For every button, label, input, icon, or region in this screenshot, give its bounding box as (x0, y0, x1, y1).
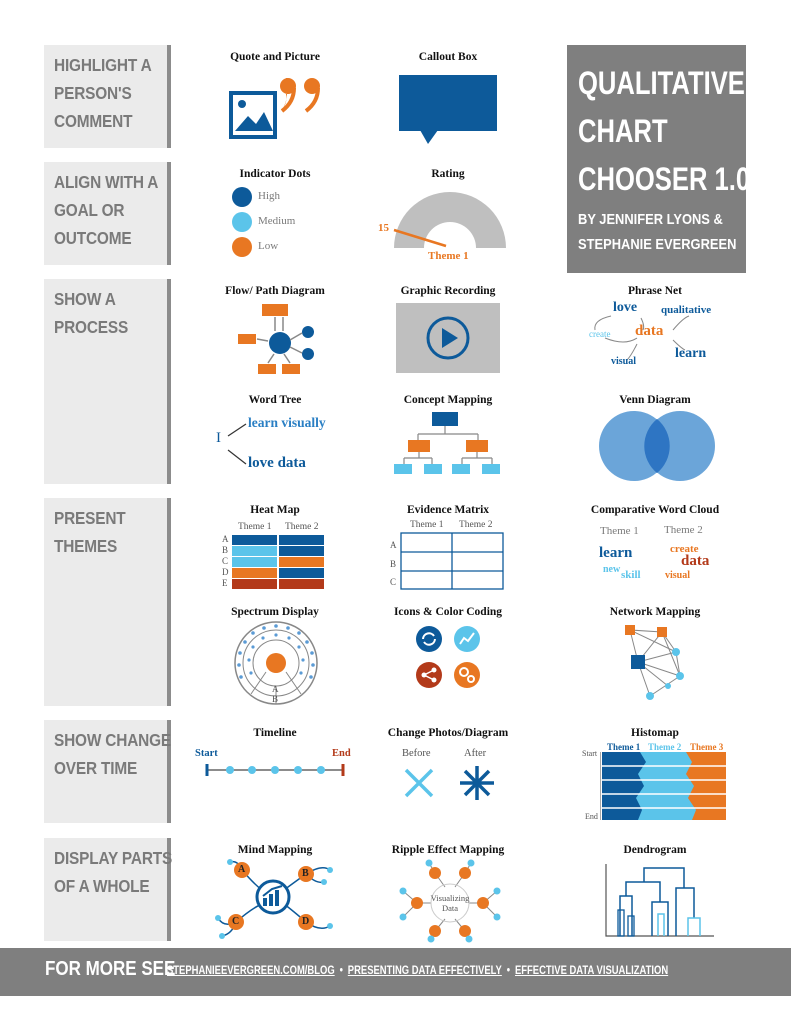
category-line: PRESENT (54, 508, 126, 528)
chart-label-venn: Venn Diagram (619, 394, 691, 406)
chart-label-timeline: Timeline (253, 727, 297, 739)
category-line: OUTCOME (54, 228, 132, 248)
mind-label-d: D (302, 916, 310, 927)
indicator-low-label: Low (258, 240, 279, 252)
chart-label-quote-picture: Quote and Picture (230, 51, 320, 63)
word-cloud-new: new (603, 564, 621, 575)
dendrogram-icon (604, 862, 716, 938)
author-line: BY JENNIFER LYONS & (578, 211, 723, 228)
evidence-col1: Theme 1 (410, 520, 444, 530)
evidence-row-b: B (390, 559, 397, 569)
chart-label-spectrum-display: Spectrum Display (231, 606, 319, 618)
heat-map-col2: Theme 2 (285, 522, 319, 532)
chart-label-icons-color: Icons & Color Coding (393, 606, 503, 618)
category-line: GOAL OR (54, 200, 125, 220)
footer-lead: FOR MORE SEE (45, 958, 176, 980)
phrase-learn: learn (675, 346, 707, 361)
indicator-high-label: High (258, 190, 280, 202)
chart-label-callout-box: Callout Box (418, 51, 478, 63)
evidence-row-a: A (390, 540, 397, 550)
histomap-icon (600, 752, 728, 820)
category-line: PERSON'S (54, 83, 132, 103)
phrase-qualitative: qualitative (661, 304, 712, 316)
category-line: SHOW A (54, 289, 116, 309)
heat-map-row-b: B (222, 545, 229, 555)
venn-diagram-icon (596, 410, 718, 482)
mind-label-b: B (302, 868, 309, 879)
word-tree-branch2: love data (248, 455, 306, 471)
chart-label-word-tree: Word Tree (248, 394, 302, 406)
title-line: CHART (578, 113, 668, 149)
heat-map-row-c: C (222, 556, 229, 566)
category-align-goal (44, 162, 171, 265)
mind-label-a: A (238, 864, 246, 875)
icons-color-coding (415, 623, 483, 691)
histomap-theme1: Theme 1 (607, 742, 641, 752)
chart-label-dendrogram: Dendrogram (623, 844, 687, 856)
quote-picture-icon (228, 74, 328, 142)
chart-label-graphic-recording: Graphic Recording (400, 285, 496, 297)
word-tree-root: I (216, 430, 221, 446)
histomap-end: End (585, 812, 598, 821)
heat-map-row-d: D (222, 567, 229, 577)
histomap-theme3: Theme 3 (690, 742, 724, 752)
phrase-data: data (635, 323, 664, 339)
footer-bar (0, 948, 791, 996)
callout-box-icon (398, 74, 498, 146)
chart-label-rating: Rating (431, 168, 465, 180)
phrase-create: create (589, 329, 611, 339)
mind-label-c: C (232, 916, 240, 927)
footer-link-blog[interactable]: STEPHANIEEVERGREEN.COM/BLOG (167, 965, 335, 977)
play-video-icon (396, 303, 500, 373)
word-cloud-skill: skill (621, 569, 641, 581)
chart-label-indicator-dots: Indicator Dots (239, 168, 311, 180)
word-cloud-col1: Theme 1 (600, 525, 639, 537)
title-box (567, 45, 751, 273)
category-highlight-comment (44, 45, 171, 148)
histomap-start: Start (582, 749, 598, 758)
chart-label-network-mapping: Network Mapping (609, 606, 701, 618)
word-cloud-visual: visual (665, 570, 691, 581)
word-cloud-create: create (670, 543, 699, 555)
chart-label-phrase-net: Phrase Net (628, 285, 682, 297)
footer-links (167, 965, 668, 977)
before-x-icon (402, 766, 436, 800)
heat-map-row-e: E (222, 578, 228, 588)
category-line: SHOW CHANGE (54, 730, 171, 750)
category-line: THEMES (54, 536, 118, 556)
heat-map-row-a: A (222, 534, 229, 544)
chart-label-concept-mapping: Concept Mapping (403, 394, 493, 406)
word-tree-branch1: learn visually (248, 415, 326, 430)
evidence-col2: Theme 2 (459, 520, 493, 530)
evidence-matrix-grid (400, 532, 504, 590)
category-line: HIGHLIGHT A (54, 55, 152, 75)
change-after: After (464, 748, 487, 759)
after-asterisk-icon (458, 764, 496, 802)
footer-link-book2[interactable]: EFFECTIVE DATA VISUALIZATION (515, 965, 669, 977)
heat-map-grid (220, 533, 330, 593)
category-line: OF A WHOLE (54, 876, 150, 896)
network-mapping-icon (620, 622, 690, 702)
indicator-medium-label: Medium (258, 215, 296, 227)
chart-label-heat-map: Heat Map (250, 504, 300, 516)
phrase-love: love (613, 300, 638, 315)
spectrum-label-b: B (272, 694, 279, 704)
rating-theme-label: Theme 1 (428, 250, 469, 262)
category-line: OVER TIME (54, 758, 138, 778)
chart-label-comparative-word-cloud: Comparative Word Cloud (590, 504, 720, 516)
heat-map-col1: Theme 1 (238, 522, 272, 532)
chart-label-flow-path: Flow/ Path Diagram (225, 285, 325, 297)
category-line: ALIGN WITH A (54, 172, 159, 192)
category-show-process (44, 279, 171, 484)
timeline-start: Start (195, 748, 218, 759)
ripple-center-line2: Data (441, 903, 459, 913)
category-line: DISPLAY PARTS (54, 848, 173, 868)
rating-value: 15 (378, 222, 389, 234)
chart-label-evidence-matrix: Evidence Matrix (406, 504, 490, 516)
timeline-icon (203, 762, 347, 778)
footer-separator: • (339, 965, 343, 977)
word-cloud-learn: learn (599, 545, 633, 561)
flow-path-icon (236, 302, 320, 376)
phrase-visual: visual (611, 356, 637, 367)
author-line: STEPHANIE EVERGREEN (578, 236, 737, 253)
category-present-themes (44, 498, 171, 706)
category-line: PROCESS (54, 317, 129, 337)
chart-label-histomap: Histomap (631, 727, 679, 739)
timeline-end: End (332, 748, 351, 759)
evidence-row-c: C (390, 577, 397, 587)
footer-link-book1[interactable]: PRESENTING DATA EFFECTIVELY (347, 965, 502, 977)
word-cloud-col2: Theme 2 (664, 524, 703, 536)
category-parts-whole (44, 838, 171, 941)
chart-label-ripple-effect: Ripple Effect Mapping (391, 844, 505, 856)
footer-separator: • (506, 965, 511, 977)
histomap-theme2: Theme 2 (648, 742, 682, 752)
chart-label-mind-mapping: Mind Mapping (237, 844, 313, 856)
concept-mapping-icon (392, 410, 504, 476)
title-line: QUALITATIVE (578, 65, 745, 101)
category-change-over-time (44, 720, 171, 823)
ripple-center-line1: Visualizing (430, 893, 470, 903)
chart-label-change-photos: Change Photos/Diagram (387, 727, 509, 739)
mind-mapping-icon (212, 856, 338, 940)
word-cloud-data: data (681, 553, 710, 569)
title-line: CHOOSER 1.0 (578, 161, 751, 197)
spectrum-label-a: A (272, 684, 279, 694)
change-before: Before (402, 748, 431, 759)
category-line: COMMENT (54, 111, 133, 131)
